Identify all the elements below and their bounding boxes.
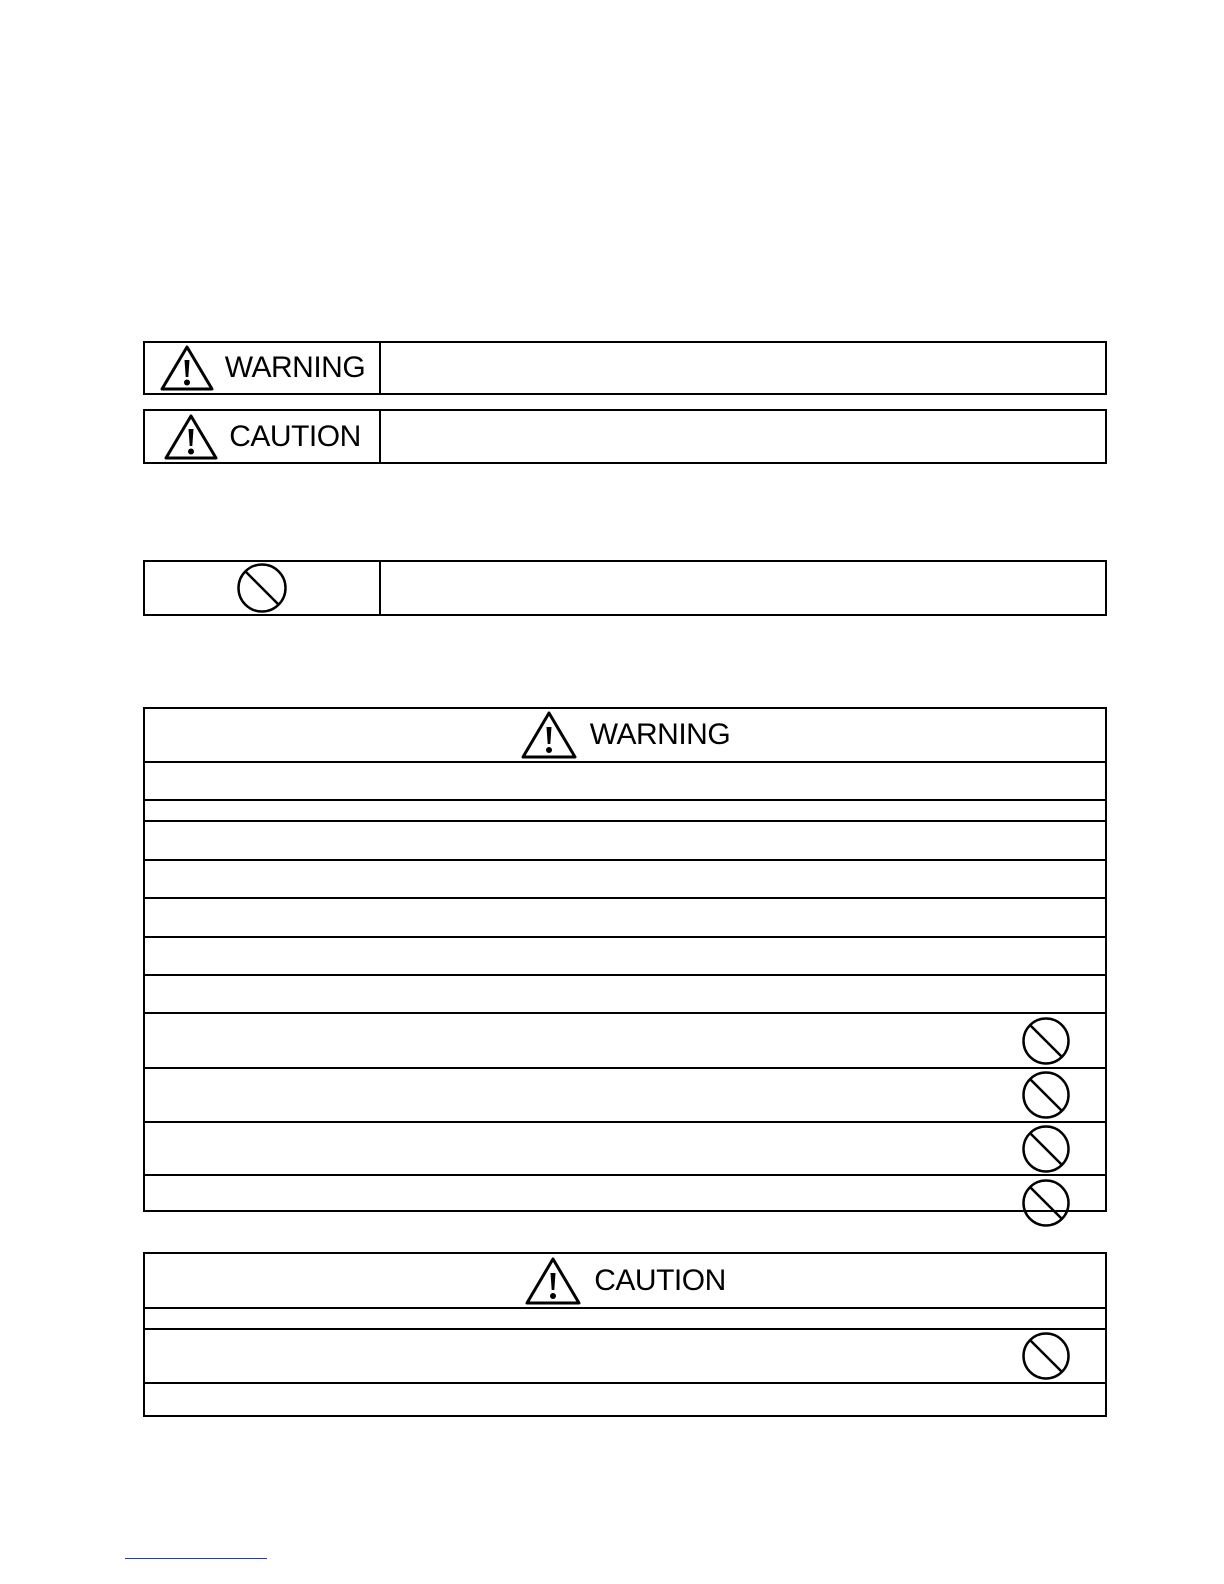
- warning-table: [143, 707, 1107, 1212]
- prohibited-icon: [1021, 1016, 1071, 1066]
- warning-table-row: [145, 1123, 1105, 1176]
- warning-triangle-icon: [163, 413, 219, 461]
- warning-table-row: [145, 1176, 1105, 1229]
- caution-table-row: [145, 1330, 1105, 1384]
- caution-rows: [145, 1309, 1105, 1421]
- legend-warning-label: WARNING: [224, 351, 366, 384]
- legend-warning-label-cell: [145, 343, 381, 393]
- warning-table-row: [145, 1069, 1105, 1123]
- warning-table-row: [145, 801, 1105, 822]
- legend-caution-label: CAUTION: [229, 419, 361, 453]
- caution-table-row: [145, 1384, 1105, 1421]
- warning-triangle-icon: [159, 344, 215, 392]
- prohibited-icon: [1021, 1331, 1071, 1381]
- legend-warning-box: [143, 341, 1107, 395]
- legend-prohibited-box: [143, 560, 1107, 616]
- legend-caution-box: [143, 409, 1107, 464]
- legend-prohibited-description: [381, 562, 1105, 614]
- warning-triangle-icon: [524, 1256, 582, 1306]
- warning-table-row: [145, 899, 1105, 938]
- warning-table-title: WARNING: [589, 718, 731, 751]
- warning-table-row: [145, 861, 1105, 899]
- warning-table-row: [145, 763, 1105, 801]
- caution-table-header: [145, 1254, 1105, 1309]
- legend-warning-description: [381, 343, 1105, 393]
- legend-caution-label-cell: [145, 411, 381, 462]
- prohibited-icon: [1021, 1070, 1071, 1120]
- caution-table-row: [145, 1309, 1105, 1330]
- footer-link-underline[interactable]: [125, 1558, 267, 1559]
- warning-triangle-icon: [520, 710, 578, 760]
- caution-table: [143, 1252, 1107, 1417]
- legend-prohibited-symbol-cell: [145, 562, 381, 614]
- prohibited-icon: [1021, 1178, 1071, 1228]
- warning-table-row: [145, 822, 1105, 861]
- warning-rows: [145, 763, 1105, 1229]
- warning-table-row: [145, 1014, 1105, 1069]
- warning-table-row: [145, 976, 1105, 1014]
- legend-caution-description: [381, 411, 1105, 462]
- warning-table-header: [145, 709, 1105, 763]
- prohibited-icon: [236, 562, 288, 614]
- prohibited-icon: [1021, 1124, 1071, 1174]
- warning-table-row: [145, 938, 1105, 976]
- caution-table-title: CAUTION: [594, 1263, 726, 1297]
